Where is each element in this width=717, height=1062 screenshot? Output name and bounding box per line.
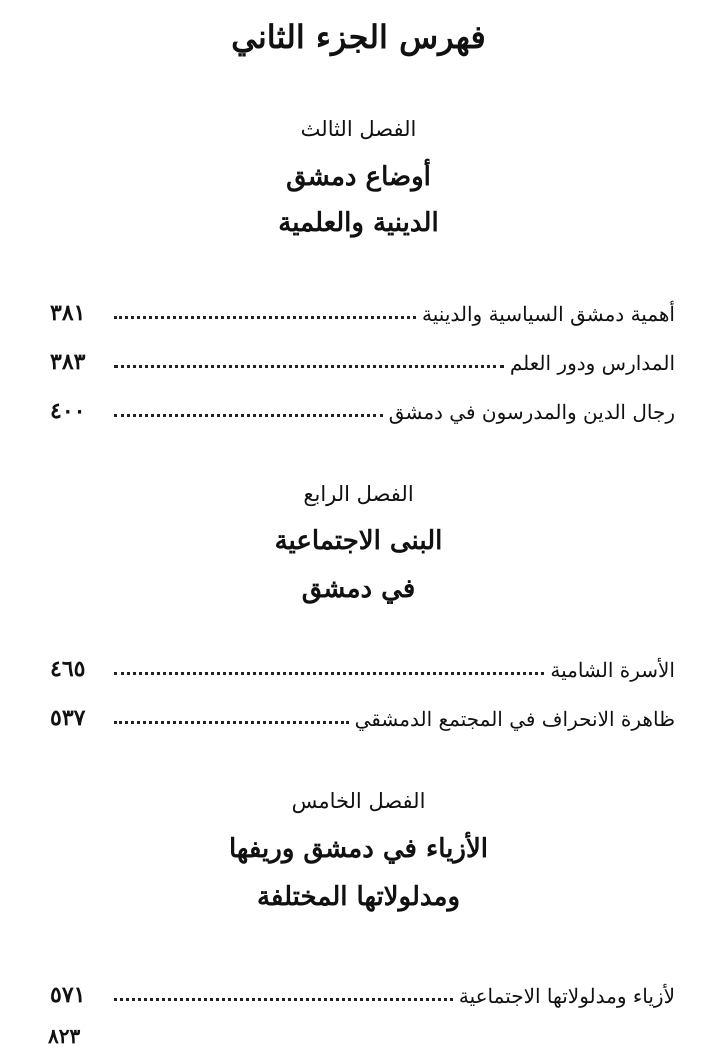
page-title: فهرس الجزء الثاني — [231, 18, 486, 56]
toc-entry — [50, 388, 675, 422]
chapter-3-title-line-1: أوضاع دمشق — [286, 162, 431, 192]
toc-entry-page: ٥٣٧ — [50, 705, 86, 731]
toc-entry — [50, 695, 675, 729]
toc-entry — [50, 972, 675, 1006]
dot-leader — [114, 364, 504, 368]
toc-entry-page: ٣٨١ — [50, 300, 86, 326]
chapter-4-title-line-2: في دمشق — [301, 574, 416, 604]
chapter-5-title-line-2: ومدلولاتها المختلفة — [256, 882, 460, 912]
dot-leader — [114, 315, 416, 319]
toc-entry-title: لأزياء ومدلولاتها الاجتماعية — [458, 984, 675, 1008]
toc-entry-title: الأسرة الشامية — [550, 658, 675, 682]
dot-leader — [114, 720, 349, 724]
chapter-5-label: الفصل الخامس — [291, 789, 426, 813]
toc-entry-title: رجال الدين والمدرسون في دمشق — [388, 400, 675, 424]
dot-leader — [114, 997, 453, 1001]
toc-entry — [50, 646, 675, 680]
chapter-3-title-line-2: الدينية والعلمية — [278, 208, 439, 238]
toc-entry-page: ٤٦٥ — [50, 656, 86, 682]
chapter-4-title-line-1: البنى الاجتماعية — [274, 526, 443, 556]
toc-entry — [50, 339, 675, 373]
toc-entry-title: ظاهرة الانحراف في المجتمع الدمشقي — [354, 707, 675, 731]
toc-entry-page: ٣٨٣ — [50, 349, 86, 375]
dot-leader — [114, 413, 383, 417]
dot-leader — [114, 671, 544, 675]
chapter-5-title-line-1: الأزياء في دمشق وريفها — [228, 834, 489, 864]
toc-entry-title: المدارس ودور العلم — [509, 351, 675, 375]
toc-entry-title: أهمية دمشق السياسية والدينية — [422, 302, 675, 326]
toc-entry-page: ٥٧١ — [50, 982, 86, 1008]
toc-entry — [50, 290, 675, 324]
page-number: ٨٢٣ — [48, 1024, 81, 1048]
chapter-3-label: الفصل الثالث — [300, 117, 417, 141]
toc-entry-page: ٤٠٠ — [50, 398, 86, 424]
chapter-4-label: الفصل الرابع — [303, 482, 414, 506]
